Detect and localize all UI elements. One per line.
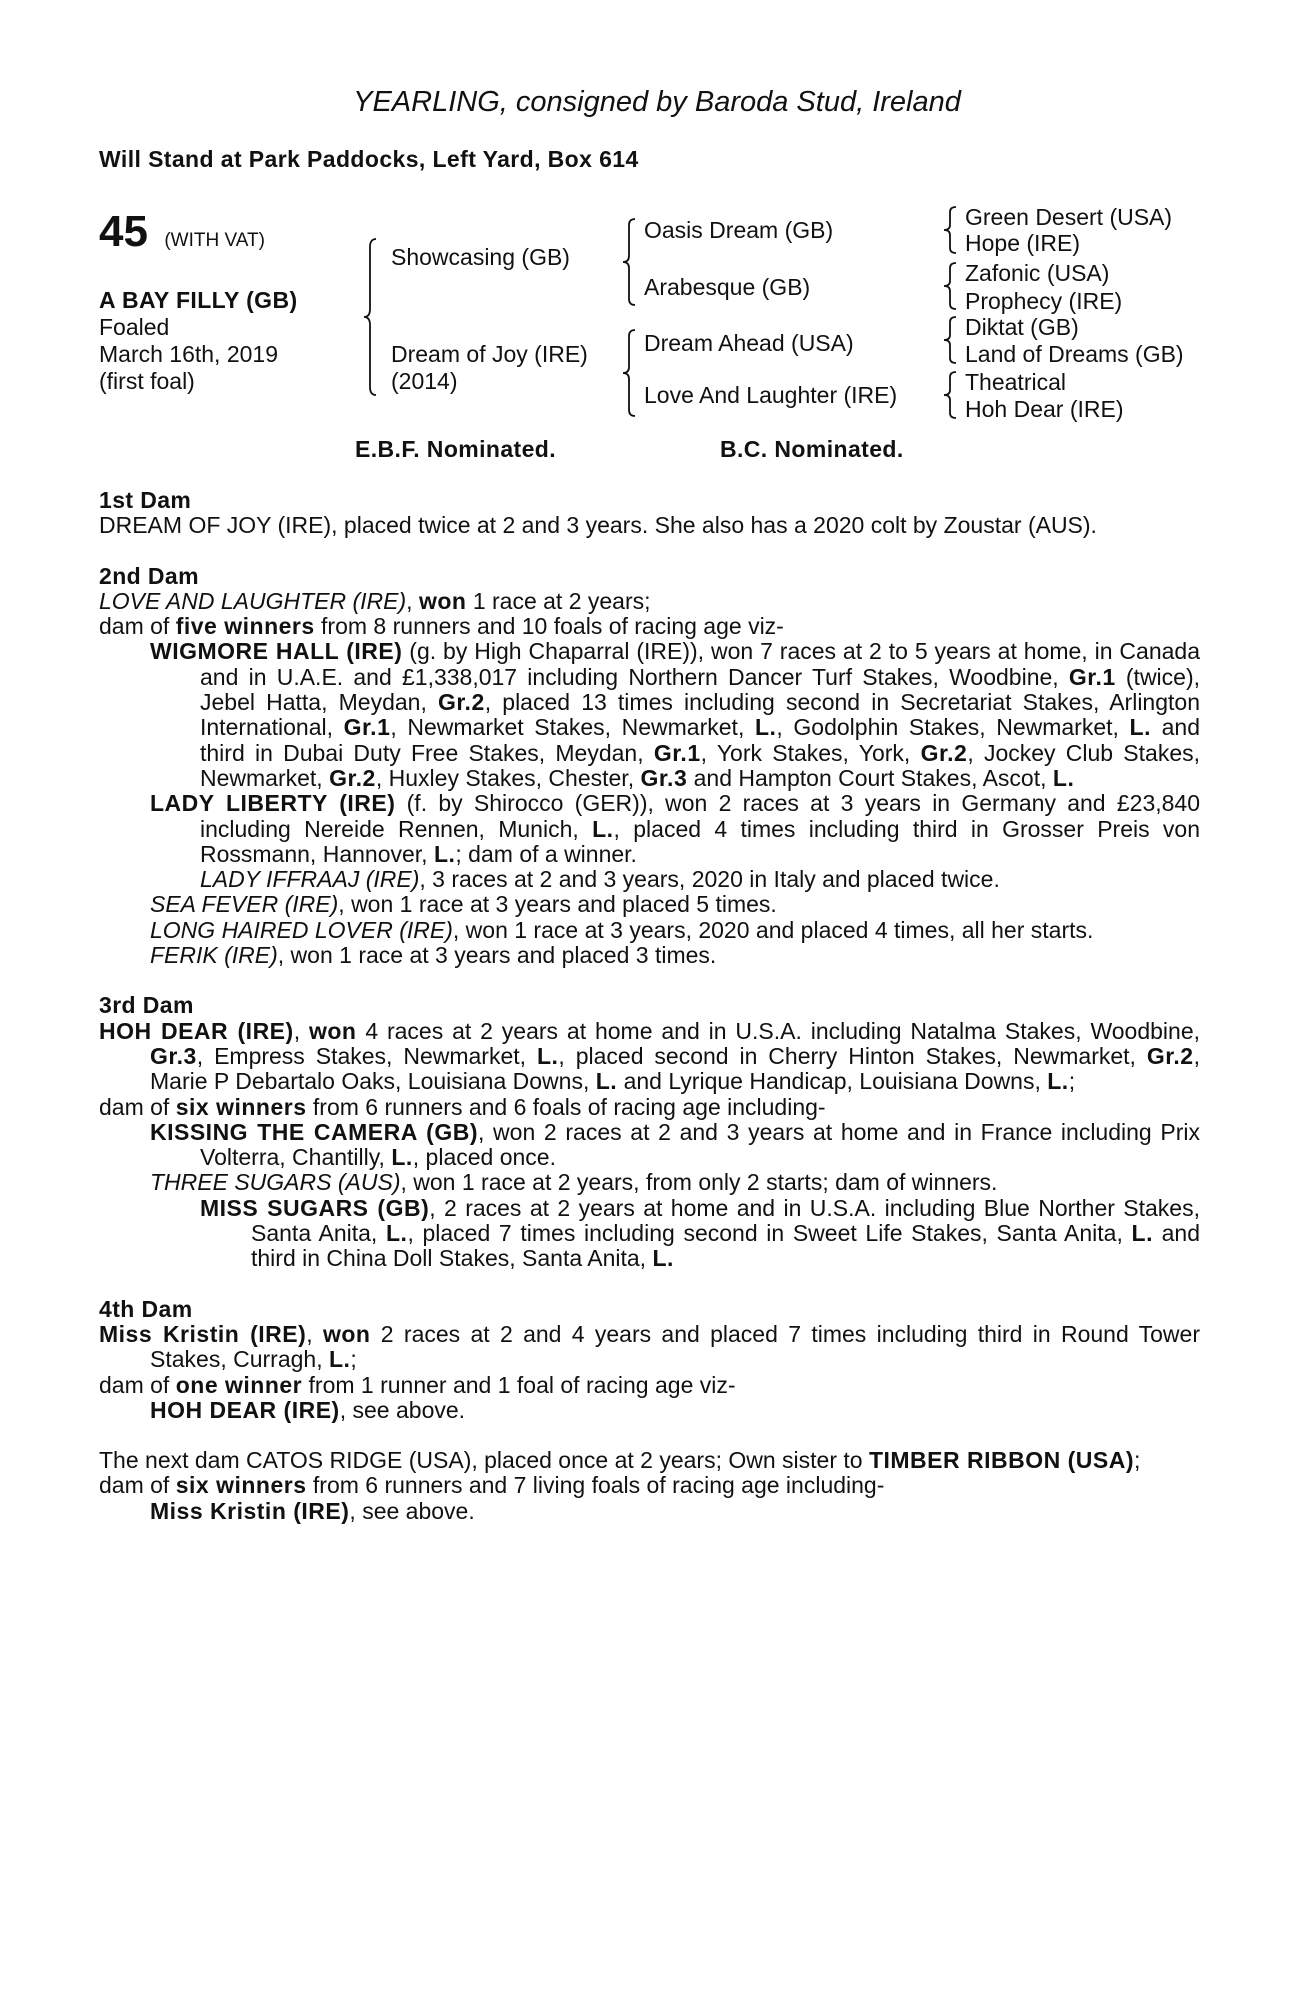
text: from 1 runner and 1 foal of racing age viz- — [302, 1371, 736, 1398]
pedigree-gen2: Oasis Dream (GB) — [644, 217, 834, 243]
bold-text: Gr.2 — [437, 689, 485, 716]
pedigree-gen2: Arabesque (GB) — [644, 274, 811, 300]
text: , 2 races at 2 years at home and in U.S.A. including Blue Norther Stakes, Santa Anita, — [251, 1194, 1200, 1247]
catalogue-title: YEARLING, consigned by Baroda Stud, Ireland — [353, 86, 961, 118]
bold-text: Miss Kristin (IRE) — [150, 1497, 350, 1524]
italic-text: LADY IFFRAAJ (IRE) — [200, 866, 420, 893]
text: , — [306, 1320, 323, 1347]
lot-header — [99, 207, 265, 256]
pedigree-gen3: Hoh Dear (IRE) — [965, 396, 1124, 422]
text: , placed 4 times including third in Grosser Preis von Rossmann, Hannover, — [200, 815, 1200, 867]
section-heading: 3rd Dam — [99, 992, 194, 1019]
produce-record — [99, 1095, 1200, 1120]
foaled-date: March 16th, 2019 — [99, 341, 279, 367]
bc-nomination: B.C. Nominated. — [720, 436, 904, 462]
text: and Lyrique Handicap, Louisiana Downs, — [617, 1068, 1048, 1095]
pedigree-brace-icon — [621, 328, 641, 418]
italic-text: LOVE AND LAUGHTER (IRE) — [99, 587, 407, 614]
bold-text: L. — [592, 815, 614, 842]
pedigree-brace-icon — [942, 370, 962, 420]
text: , won 2 races at 2 and 3 years at home and in France including Prix Volterra, Chantilly, — [200, 1118, 1200, 1171]
bold-text: five winners — [175, 613, 315, 640]
text: , placed 7 times including second in Sweet Life Stakes, Santa Anita, — [407, 1220, 1132, 1247]
bold-text: six winners — [175, 1093, 307, 1120]
pedigree-gen2: Love And Laughter (IRE) — [644, 382, 898, 408]
pedigree-sire: Showcasing (GB) — [391, 244, 570, 270]
bold-text: KISSING THE CAMERA (GB) — [150, 1118, 478, 1145]
bold-text: MISS SUGARS (GB) — [200, 1194, 430, 1221]
text: , see above. — [349, 1497, 475, 1524]
text: , Jockey Club Stakes, Newmarket, — [200, 739, 1200, 791]
pedigree-brace-icon — [621, 217, 641, 307]
bold-text: L. — [1131, 1220, 1153, 1247]
produce-record — [99, 1196, 1200, 1272]
text: ; — [1134, 1447, 1141, 1474]
pedigree-brace-icon — [942, 261, 962, 311]
lot-number: 45 — [99, 207, 148, 256]
stand-location: Will Stand at Park Paddocks, Left Yard, Box 614 — [99, 146, 639, 172]
pedigree-gen3: Green Desert (USA) — [965, 204, 1173, 230]
pedigree-brace-icon — [942, 315, 962, 365]
text: DREAM OF JOY (IRE), placed twice at 2 and 3 years. She also has a 2020 colt by Zoustar (AUS). — [99, 512, 1097, 539]
bold-text: HOH DEAR (IRE) — [99, 1017, 294, 1044]
pedigree-gen3: Prophecy (IRE) — [965, 288, 1123, 314]
bold-text: L. — [1047, 1068, 1069, 1095]
text: 4 races at 2 years at home and in U.S.A. including Natalma Stakes, Woodbine, — [356, 1017, 1200, 1044]
text: from 8 runners and 10 foals of racing age viz- — [314, 613, 784, 640]
bold-text: six winners — [175, 1472, 307, 1499]
bold-text: L. — [391, 1144, 413, 1171]
text: 2 races at 2 and 4 years and placed 7 times including third in Round Tower Stakes, Curragh, — [150, 1320, 1200, 1373]
bold-text: Gr.2 — [1146, 1042, 1194, 1069]
bold-text: HOH DEAR (IRE) — [150, 1396, 340, 1423]
vat-note: (WITH VAT) — [164, 230, 265, 251]
bold-text: won — [418, 587, 467, 614]
produce-record — [99, 918, 1200, 943]
bold-text: Miss Kristin (IRE) — [99, 1320, 307, 1347]
dam-section — [99, 564, 1200, 969]
dam-section — [99, 488, 1200, 539]
text: , see above. — [339, 1396, 466, 1423]
bold-text: L. — [652, 1245, 674, 1272]
bold-text: Gr.2 — [329, 764, 376, 791]
text: dam of — [99, 613, 176, 640]
pedigree-gen2: Dream Ahead (USA) — [644, 330, 854, 356]
text: , Godolphin Stakes, Newmarket, — [776, 714, 1130, 741]
section-heading: 1st Dam — [99, 487, 192, 513]
pedigree-brace-icon — [942, 205, 962, 255]
text: dam of — [99, 1093, 176, 1120]
text: ; — [1068, 1068, 1076, 1095]
foaled-label: Foaled — [99, 314, 170, 340]
dam-line-body — [99, 488, 1200, 1549]
italic-text: LONG HAIRED LOVER (IRE) — [150, 916, 453, 943]
produce-record — [99, 1448, 1200, 1473]
produce-record — [99, 639, 1200, 791]
text: 1 race at 2 years; — [466, 587, 651, 614]
bold-text: Gr.2 — [920, 739, 968, 766]
text: , York Stakes, York, — [700, 739, 921, 766]
pedigree-dam-year: (2014) — [391, 368, 458, 394]
text: , won 1 race at 3 years, 2020 and placed 4 times, all her starts. — [452, 916, 1094, 943]
text: , placed 13 times including second in Secretariat Stakes, Arlington International, — [200, 689, 1200, 741]
bold-text: Gr.1 — [343, 714, 391, 741]
bold-text: L. — [754, 714, 777, 741]
pedigree-gen3: Hope (IRE) — [965, 230, 1081, 256]
text: and Hampton Court Stakes, Ascot, — [687, 764, 1053, 791]
text: , won 1 race at 3 years and placed 3 times. — [277, 942, 717, 969]
text: ; dam of a winner. — [455, 840, 637, 867]
text: , Marie P Debartalo Oaks, Louisiana Downs, — [150, 1042, 1200, 1095]
produce-record — [99, 513, 1200, 538]
text: from 6 runners and 6 foals of racing age including- — [306, 1093, 826, 1120]
text: The next dam CATOS RIDGE (USA), placed once at 2 years; Own sister to — [99, 1447, 869, 1474]
produce-record — [99, 1170, 1200, 1195]
text: (twice), Jebel Hatta, Meydan, — [200, 663, 1200, 716]
text: , won 1 race at 2 years, from only 2 starts; dam of winners. — [400, 1169, 998, 1196]
bold-text: L. — [595, 1068, 618, 1095]
text: , Huxley Stakes, Chester, — [375, 764, 641, 791]
text: (f. by Shirocco (GER)), won 2 races at 3 years in Germany and £23,840 including Nereide Rennen, Munich, — [200, 790, 1201, 842]
bold-text: Gr.1 — [1068, 663, 1116, 690]
text: , won 1 race at 3 years and placed 5 times. — [338, 891, 777, 918]
bold-text: L. — [385, 1220, 408, 1247]
dam-section — [99, 1297, 1200, 1423]
produce-record — [99, 867, 1200, 892]
text: dam of — [99, 1472, 176, 1499]
produce-record — [99, 1322, 1200, 1373]
foal-note: (first foal) — [99, 368, 195, 394]
ebf-nomination: E.B.F. Nominated. — [355, 436, 557, 462]
bold-text: Gr.1 — [653, 739, 701, 766]
dam-section — [99, 993, 1200, 1271]
text: ; — [350, 1346, 357, 1373]
produce-record — [99, 892, 1200, 917]
bold-text: L. — [536, 1042, 559, 1069]
text: , 3 races at 2 and 3 years, 2020 in Italy and placed twice. — [419, 866, 1000, 893]
bold-text: L. — [1129, 714, 1151, 741]
produce-record — [99, 791, 1200, 867]
text: dam of — [99, 1371, 176, 1398]
pedigree-gen3: Diktat (GB) — [965, 314, 1079, 340]
text: , Newmarket Stakes, Newmarket, — [390, 714, 755, 741]
produce-record — [99, 1373, 1200, 1398]
pedigree-gen3: Land of Dreams (GB) — [965, 341, 1184, 367]
bold-text: WIGMORE HALL (IRE) — [150, 638, 403, 665]
text: , placed once. — [412, 1144, 556, 1171]
pedigree-brace-icon — [362, 237, 382, 397]
text: , — [293, 1017, 309, 1044]
produce-record — [99, 614, 1200, 639]
italic-text: THREE SUGARS (AUS) — [150, 1169, 401, 1196]
bold-text: Gr.3 — [640, 764, 688, 791]
dam-section — [99, 1448, 1200, 1524]
text: , placed second in Cherry Hinton Stakes, Newmarket, — [558, 1042, 1147, 1069]
bold-text: L. — [328, 1346, 351, 1373]
text: , — [406, 587, 419, 614]
bold-text: L. — [433, 840, 456, 867]
produce-record — [99, 1019, 1200, 1095]
text: , Empress Stakes, Newmarket, — [196, 1042, 537, 1069]
bold-text: won — [308, 1017, 357, 1044]
pedigree-dam: Dream of Joy (IRE) — [391, 341, 588, 367]
text: (g. by High Chaparral (IRE)), won 7 races at 2 to 5 years at home, in Canada and in U.A.E. and £1,338,017 including Northern Dancer Turf Stakes, Woodbine, — [200, 638, 1200, 690]
pedigree-gen3: Zafonic (USA) — [965, 260, 1110, 286]
bold-text: won — [322, 1320, 371, 1347]
bold-text: L. — [1052, 764, 1075, 791]
bold-text: Gr.3 — [150, 1042, 197, 1069]
bold-text: TIMBER RIBBON (USA) — [868, 1447, 1134, 1474]
produce-record — [99, 1120, 1200, 1171]
section-heading: 4th Dam — [99, 1295, 193, 1322]
text: and third in Dubai Duty Free Stakes, Meydan, — [200, 714, 1200, 766]
horse-name: A BAY FILLY (GB) — [99, 287, 298, 313]
produce-record — [99, 1473, 1200, 1498]
bold-text: LADY LIBERTY (IRE) — [150, 790, 396, 817]
section-heading: 2nd Dam — [99, 562, 199, 589]
text: and third in China Doll Stakes, Santa Anita, — [251, 1220, 1201, 1272]
pedigree-gen3: Theatrical — [965, 369, 1066, 395]
text: from 6 runners and 7 living foals of racing age including- — [306, 1472, 885, 1499]
produce-record — [99, 589, 1200, 614]
produce-record — [99, 1398, 1200, 1423]
italic-text: SEA FEVER (IRE) — [150, 891, 339, 918]
produce-record — [99, 943, 1200, 968]
bold-text: one winner — [175, 1371, 303, 1398]
italic-text: FERIK (IRE) — [150, 942, 278, 969]
produce-record — [99, 1499, 1200, 1524]
